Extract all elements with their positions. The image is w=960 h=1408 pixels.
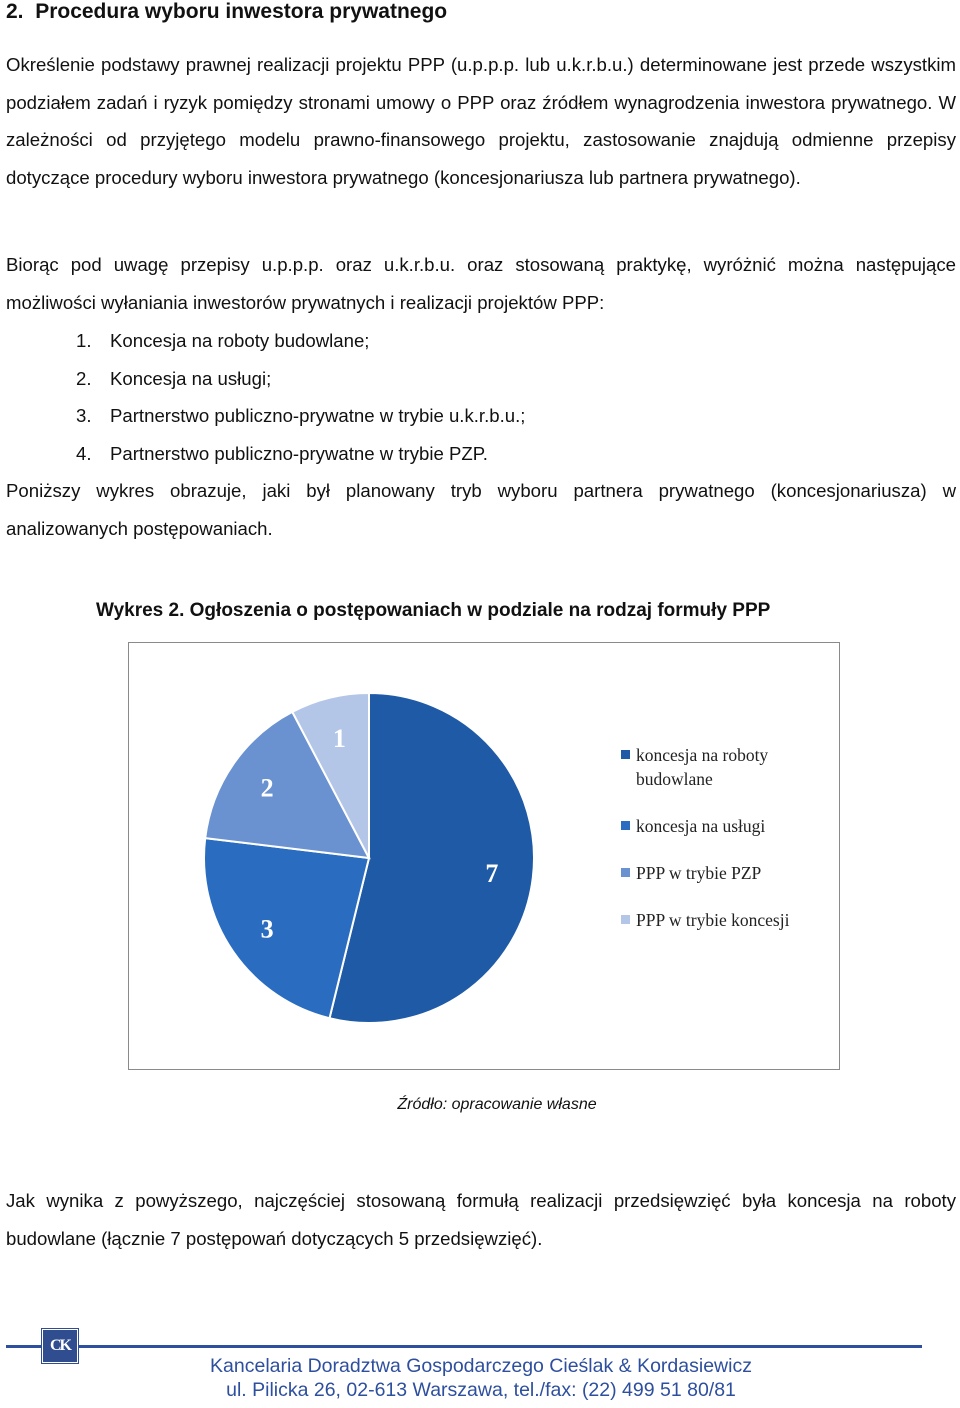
- chart-source: Źródło: opracowanie własne: [397, 1096, 597, 1113]
- legend-swatch: [621, 868, 630, 877]
- company-logo: CK: [42, 1329, 78, 1363]
- paragraph-intro: Określenie podstawy prawnej realizacji projektu PPP (u.p.p.p. lub u.k.r.b.u.) determinowane jest przede wszystkim podziałem zadań i ryzyk pomiędzy stronami umowy o PPP oraz źródłem wynagrodzenia inwestora prywatnego. W zależności od przyjętego modelu prawno-finansowego projektu, zastosowanie znajdują odmienne przepisy dotyczące procedury wyboru inwestora prywatnego (koncesjonariusza lub partnera prywatnego).: [6, 54, 956, 188]
- list-item: 4. Partnerstwo publiczno-prywatne w trybie PZP.: [76, 442, 488, 464]
- chart-title: Wykres 2. Ogłoszenia o postępowaniach w podziale na rodzaj formuły PPP: [96, 600, 771, 621]
- pie-slice-label: 3: [260, 914, 274, 944]
- footer-divider: [6, 1345, 922, 1348]
- legend-swatch: [621, 821, 630, 830]
- paragraph-options: Biorąc pod uwagę przepisy u.p.p.p. oraz u.k.r.b.u. oraz stosowaną praktykę, wyróżnić można następujące możliwości wyłaniania inwestorów prywatnych i realizacji projektów PPP:: [6, 254, 956, 313]
- chart-legend: [621, 743, 789, 943]
- list-item: 2. Koncesja na usługi;: [76, 367, 272, 389]
- section-number: 2.: [6, 0, 24, 23]
- legend-label: koncesja na roboty budowlane: [636, 745, 769, 789]
- legend-label: koncesja na usługi: [636, 816, 766, 836]
- legend-item: [621, 743, 789, 791]
- legend-swatch: [621, 915, 630, 924]
- options-list: [76, 322, 525, 472]
- pie-slice-label: 7: [485, 858, 499, 888]
- legend-swatch: [621, 750, 630, 759]
- legend-label: PPP w trybie PZP: [636, 863, 762, 883]
- footer-address: ul. Pilicka 26, 02-613 Warszawa, tel./fax: (22) 499 51 80/81: [226, 1379, 736, 1401]
- list-item: 1. Koncesja na roboty budowlane;: [76, 330, 370, 351]
- paragraph-conclusion: Jak wynika z powyższego, najczęściej stosowaną formułą realizacji przedsięwzięć była koncesja na roboty budowlane (łącznie 7 postępowań dotyczących 5 przedsięwzięć).: [6, 1190, 956, 1249]
- pie-slice-label: 2: [260, 773, 274, 803]
- section-title: Procedura wyboru inwestora prywatnego: [35, 0, 448, 23]
- legend-label: PPP w trybie koncesji: [636, 910, 790, 930]
- list-item: 3. Partnerstwo publiczno-prywatne w trybie u.k.r.b.u.;: [76, 405, 526, 426]
- legend-item: [621, 861, 789, 885]
- pie-slice-label: 1: [332, 723, 346, 753]
- section-heading: [6, 0, 447, 24]
- pie-chart: [128, 642, 840, 1070]
- legend-item: [621, 814, 789, 838]
- legend-item: [621, 908, 789, 932]
- footer-company-name: Kancelaria Doradztwa Gospodarczego Cieślak & Kordasiewicz: [210, 1355, 752, 1377]
- paragraph-chart-intro: Poniższy wykres obrazuje, jaki był planowany tryb wyboru partnera prywatnego (koncesjonariusza) w analizowanych postępowaniach.: [6, 480, 956, 539]
